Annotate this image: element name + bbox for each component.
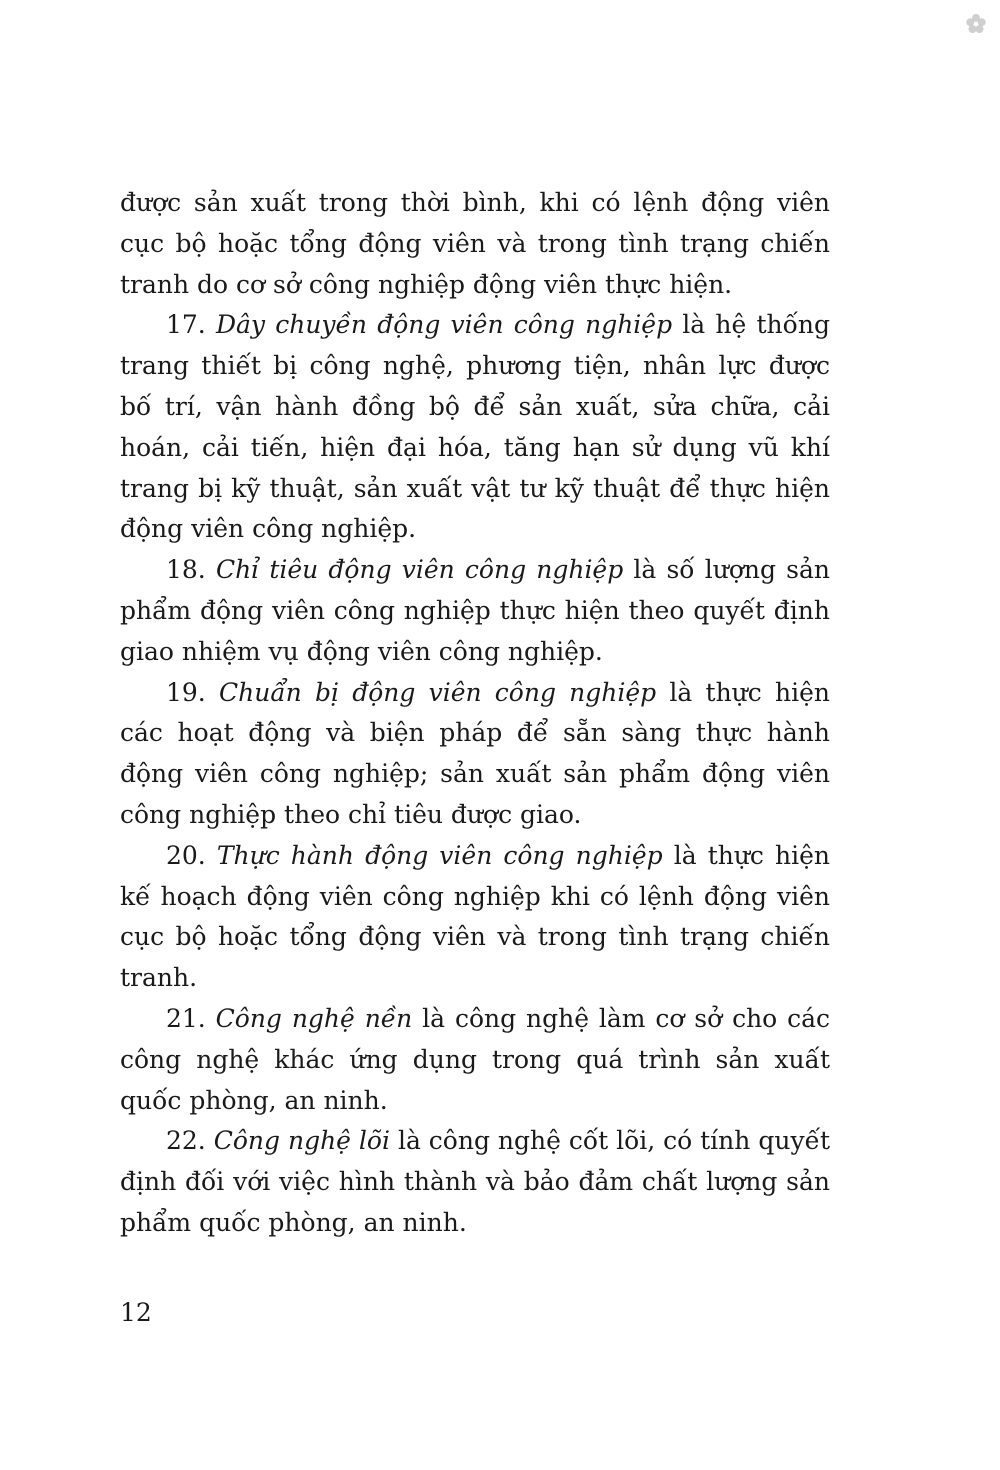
definition-item-22	[120, 1121, 830, 1243]
item-number: 21.	[166, 1003, 206, 1033]
page-number: 12	[120, 1298, 152, 1327]
definition-item-18	[120, 550, 830, 672]
item-term: Chỉ tiêu động viên công nghiệp	[215, 555, 624, 585]
item-number: 17.	[166, 310, 206, 340]
document-body	[120, 183, 830, 1244]
item-definition: là số lượng sản phẩm động viên công nghiệp thực hiện theo quyết định giao nhiệm vụ động viên công nghiệp.	[120, 555, 831, 666]
item-definition: là thực hiện kế hoạch động viên công nghiệp khi có lệnh động viên cục bộ hoặc tổng động viên và trong tình trạng chiến tranh.	[120, 840, 831, 993]
definition-item-19	[120, 673, 830, 836]
item-definition: là công nghệ cốt lõi, có tính quyết định đối với việc hình thành và bảo đảm chất lượng sản phẩm quốc phòng, an ninh.	[120, 1126, 830, 1237]
item-definition: là công nghệ làm cơ sở cho các công nghệ khác ứng dụng trong quá trình sản xuất quốc phòng, an ninh.	[120, 1003, 831, 1115]
item-number: 19.	[166, 677, 206, 707]
item-definition: là thực hiện các hoạt động và biện pháp để sẵn sàng thực hành động viên công nghiệp; sản xuất sản phẩm động viên công nghiệp theo chỉ tiêu được giao.	[120, 677, 830, 829]
item-number: 20.	[166, 840, 206, 870]
item-term: Dây chuyền động viên công nghiệp	[215, 310, 673, 340]
item-term: Công nghệ nền	[215, 1003, 413, 1033]
item-number: 22.	[166, 1126, 206, 1156]
item-term: Thực hành động viên công nghiệp	[216, 840, 663, 870]
item-definition: là hệ thống trang thiết bị công nghệ, phương tiện, nhân lực được bố trí, vận hành đồng bộ để sản xuất, sửa chữa, cải hoán, cải tiến, hiện đại hóa, tăng hạn sử dụng vũ khí trang bị kỹ thuật, sản xuất vật tư kỹ thuật để thực hiện động viên công nghiệp.	[120, 310, 830, 544]
flower-logo-icon	[964, 12, 988, 36]
item-number: 18.	[166, 555, 206, 585]
definition-item-17	[120, 305, 830, 550]
definition-item-21	[120, 999, 830, 1121]
item-term: Chuẩn bị động viên công nghiệp	[219, 677, 657, 707]
definition-item-20	[120, 836, 830, 999]
continuation-paragraph: được sản xuất trong thời bình, khi có lệnh động viên cục bộ hoặc tổng động viên và trong tình trạng chiến tranh do cơ sở công nghiệp động viên thực hiện.	[120, 188, 830, 299]
item-term: Công nghệ lõi	[213, 1126, 390, 1156]
